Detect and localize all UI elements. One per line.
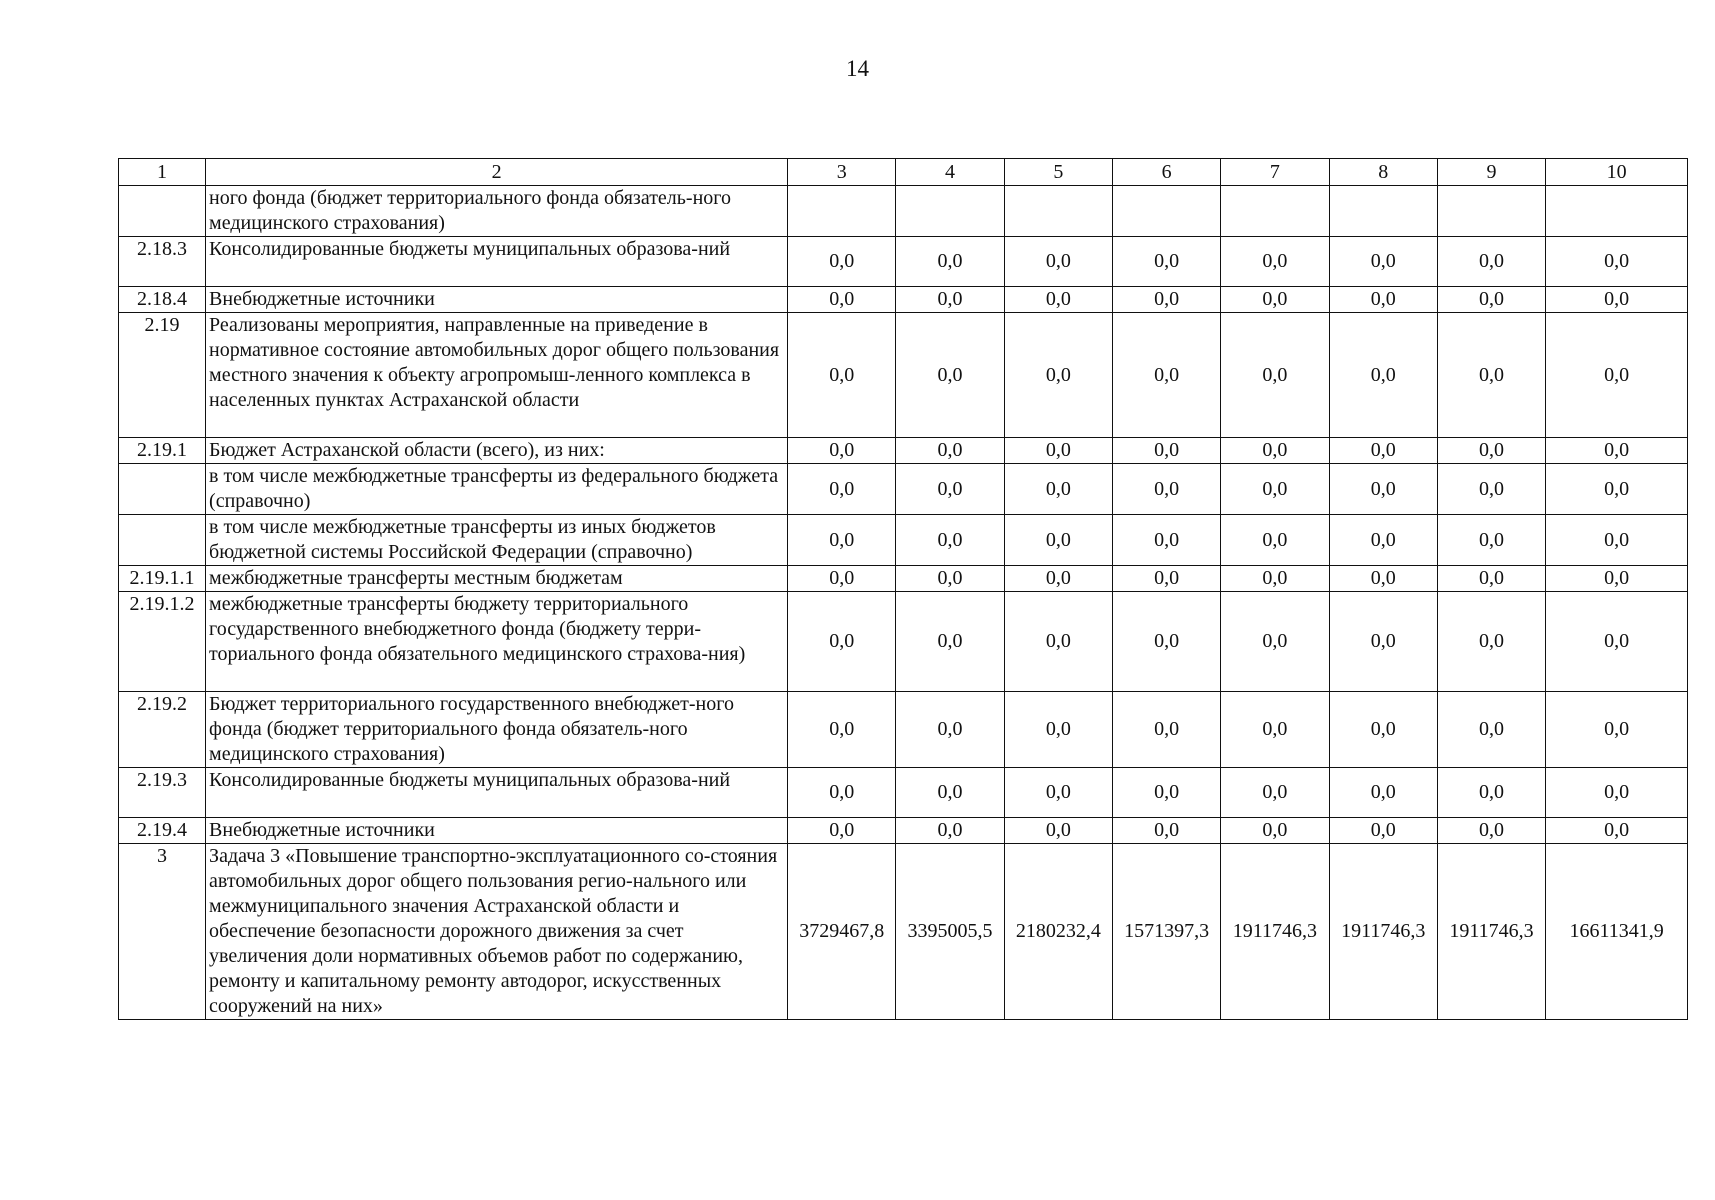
row-value: 0,0 <box>896 237 1004 287</box>
row-value: 0,0 <box>1437 768 1545 818</box>
row-value: 0,0 <box>1221 515 1329 566</box>
row-value: 0,0 <box>1437 237 1545 287</box>
row-description: Внебюджетные источники <box>206 818 788 844</box>
row-value: 0,0 <box>788 313 896 438</box>
row-value: 0,0 <box>896 768 1004 818</box>
row-total-value: 0,0 <box>1546 287 1688 313</box>
row-value: 0,0 <box>788 237 896 287</box>
table-row <box>119 692 1688 768</box>
table-body <box>119 186 1688 1020</box>
row-value: 0,0 <box>1004 464 1112 515</box>
row-value: 0,0 <box>1221 438 1329 464</box>
row-value: 0,0 <box>1437 438 1545 464</box>
row-value: 0,0 <box>896 438 1004 464</box>
row-value: 0,0 <box>1112 515 1220 566</box>
row-total-value <box>1546 186 1688 237</box>
row-code: 3 <box>119 844 206 1020</box>
page-number: 14 <box>846 56 869 81</box>
table-row <box>119 186 1688 237</box>
table-row <box>119 592 1688 692</box>
row-value: 0,0 <box>1004 237 1112 287</box>
row-description: ного фонда (бюджет территориального фонда обязатель-ного медицинского страхования) <box>206 186 788 237</box>
row-value: 3395005,5 <box>896 844 1004 1020</box>
row-value: 0,0 <box>896 287 1004 313</box>
row-code <box>119 515 206 566</box>
row-value: 0,0 <box>1329 313 1437 438</box>
row-description: Реализованы мероприятия, направленные на приведение в нормативное состояние автомобильных дорог общего пользования местного значения к объекту агропромыш-ленного комплекса в населенных пунктах Астраханской области <box>206 313 788 438</box>
row-value: 0,0 <box>896 464 1004 515</box>
row-description: Бюджет Астраханской области (всего), из них: <box>206 438 788 464</box>
row-code: 2.19.1 <box>119 438 206 464</box>
row-value: 2180232,4 <box>1004 844 1112 1020</box>
row-value: 0,0 <box>1437 313 1545 438</box>
table-row <box>119 313 1688 438</box>
row-value: 1911746,3 <box>1329 844 1437 1020</box>
row-code: 2.19.1.2 <box>119 592 206 692</box>
row-value: 0,0 <box>1004 438 1112 464</box>
row-value <box>1112 186 1220 237</box>
row-value: 0,0 <box>1329 692 1437 768</box>
row-value: 0,0 <box>1329 592 1437 692</box>
row-value: 0,0 <box>1437 464 1545 515</box>
column-header: 5 <box>1004 159 1112 186</box>
column-header: 7 <box>1221 159 1329 186</box>
row-value: 0,0 <box>788 768 896 818</box>
row-value: 0,0 <box>1221 692 1329 768</box>
row-value: 0,0 <box>1112 768 1220 818</box>
budget-table <box>118 158 1688 1020</box>
row-value: 0,0 <box>896 592 1004 692</box>
row-value: 0,0 <box>1004 692 1112 768</box>
row-code: 2.18.3 <box>119 237 206 287</box>
row-total-value: 0,0 <box>1546 464 1688 515</box>
row-value: 0,0 <box>1329 287 1437 313</box>
row-code: 2.19.2 <box>119 692 206 768</box>
row-total-value: 0,0 <box>1546 768 1688 818</box>
row-value: 0,0 <box>1221 313 1329 438</box>
column-header: 2 <box>206 159 788 186</box>
row-value: 0,0 <box>1437 566 1545 592</box>
row-value: 0,0 <box>1112 237 1220 287</box>
row-value: 0,0 <box>896 515 1004 566</box>
row-description: межбюджетные трансферты местным бюджетам <box>206 566 788 592</box>
row-value: 0,0 <box>1221 287 1329 313</box>
row-value: 0,0 <box>788 515 896 566</box>
row-description: Консолидированные бюджеты муниципальных образова-ний <box>206 237 788 287</box>
row-value: 0,0 <box>1004 515 1112 566</box>
row-total-value: 16611341,9 <box>1546 844 1688 1020</box>
row-value: 0,0 <box>788 287 896 313</box>
table-row <box>119 464 1688 515</box>
row-value: 0,0 <box>1112 313 1220 438</box>
row-value: 0,0 <box>1112 287 1220 313</box>
row-value: 1571397,3 <box>1112 844 1220 1020</box>
table-row <box>119 237 1688 287</box>
row-value: 0,0 <box>1004 818 1112 844</box>
row-value: 0,0 <box>896 313 1004 438</box>
table-row <box>119 287 1688 313</box>
row-value: 0,0 <box>1004 592 1112 692</box>
row-value: 0,0 <box>1437 592 1545 692</box>
row-value: 1911746,3 <box>1437 844 1545 1020</box>
row-value: 0,0 <box>1329 515 1437 566</box>
row-value <box>1329 186 1437 237</box>
row-value: 0,0 <box>1112 464 1220 515</box>
column-header: 1 <box>119 159 206 186</box>
row-value: 0,0 <box>1437 515 1545 566</box>
row-value: 0,0 <box>1329 768 1437 818</box>
row-value: 0,0 <box>1329 438 1437 464</box>
row-value: 0,0 <box>788 818 896 844</box>
row-value <box>1221 186 1329 237</box>
row-value: 0,0 <box>1004 313 1112 438</box>
table-row <box>119 768 1688 818</box>
row-code: 2.19.4 <box>119 818 206 844</box>
row-total-value: 0,0 <box>1546 237 1688 287</box>
row-code: 2.19.1.1 <box>119 566 206 592</box>
row-value: 0,0 <box>896 692 1004 768</box>
row-value: 0,0 <box>1221 464 1329 515</box>
row-value: 1911746,3 <box>1221 844 1329 1020</box>
row-code: 2.19 <box>119 313 206 438</box>
row-value: 0,0 <box>1221 768 1329 818</box>
row-value: 0,0 <box>1221 237 1329 287</box>
row-value <box>1004 186 1112 237</box>
column-header: 10 <box>1546 159 1688 186</box>
row-code: 2.18.4 <box>119 287 206 313</box>
column-header: 3 <box>788 159 896 186</box>
row-value: 0,0 <box>1004 566 1112 592</box>
row-value: 0,0 <box>896 818 1004 844</box>
row-value: 3729467,8 <box>788 844 896 1020</box>
row-value: 0,0 <box>1329 464 1437 515</box>
row-value: 0,0 <box>788 464 896 515</box>
row-total-value: 0,0 <box>1546 566 1688 592</box>
row-value <box>896 186 1004 237</box>
row-value <box>788 186 896 237</box>
row-value: 0,0 <box>1221 566 1329 592</box>
row-value: 0,0 <box>1437 692 1545 768</box>
row-value: 0,0 <box>896 566 1004 592</box>
row-value: 0,0 <box>1112 566 1220 592</box>
row-value: 0,0 <box>1112 692 1220 768</box>
row-total-value: 0,0 <box>1546 692 1688 768</box>
row-value: 0,0 <box>1221 818 1329 844</box>
row-description: Консолидированные бюджеты муниципальных образова-ний <box>206 768 788 818</box>
row-value: 0,0 <box>1437 818 1545 844</box>
row-value: 0,0 <box>788 438 896 464</box>
row-value: 0,0 <box>1112 818 1220 844</box>
row-value: 0,0 <box>1329 237 1437 287</box>
row-total-value: 0,0 <box>1546 592 1688 692</box>
row-value: 0,0 <box>1221 592 1329 692</box>
row-description: в том числе межбюджетные трансферты из федерального бюджета (справочно) <box>206 464 788 515</box>
row-description: Бюджет территориального государственного внебюджет-ного фонда (бюджет территориального фонда обязатель-ного медицинского страхования) <box>206 692 788 768</box>
table-row <box>119 438 1688 464</box>
row-value: 0,0 <box>788 592 896 692</box>
row-code <box>119 464 206 515</box>
row-value <box>1437 186 1545 237</box>
row-value: 0,0 <box>1437 287 1545 313</box>
table-header-row <box>119 159 1688 186</box>
row-value: 0,0 <box>1004 287 1112 313</box>
row-total-value: 0,0 <box>1546 818 1688 844</box>
row-description: Внебюджетные источники <box>206 287 788 313</box>
table-row <box>119 515 1688 566</box>
column-header: 8 <box>1329 159 1437 186</box>
column-header: 6 <box>1112 159 1220 186</box>
column-header: 9 <box>1437 159 1545 186</box>
row-total-value: 0,0 <box>1546 515 1688 566</box>
row-value: 0,0 <box>788 692 896 768</box>
row-code: 2.19.3 <box>119 768 206 818</box>
table-row <box>119 844 1688 1020</box>
row-value: 0,0 <box>1112 438 1220 464</box>
row-value: 0,0 <box>1329 818 1437 844</box>
row-value: 0,0 <box>1112 592 1220 692</box>
row-value: 0,0 <box>1004 768 1112 818</box>
row-total-value: 0,0 <box>1546 438 1688 464</box>
table-row <box>119 818 1688 844</box>
row-value: 0,0 <box>788 566 896 592</box>
column-header: 4 <box>896 159 1004 186</box>
row-description: в том числе межбюджетные трансферты из иных бюджетов бюджетной системы Российской Федерации (справочно) <box>206 515 788 566</box>
row-total-value: 0,0 <box>1546 313 1688 438</box>
row-description: Задача 3 «Повышение транспортно-эксплуатационного со-стояния автомобильных дорог общего пользования регио-нального или межмуниципального значения Астраханской области и обеспечение безопасности дорожного движения за счет увеличения доли нормативных объемов работ по содержанию, ремонту и капитальному ремонту автодорог, искусственных сооружений на них» <box>206 844 788 1020</box>
row-value: 0,0 <box>1329 566 1437 592</box>
row-code <box>119 186 206 237</box>
table-row <box>119 566 1688 592</box>
row-description: межбюджетные трансферты бюджету территориального государственного внебюджетного фонда (бюджету терри-ториального фонда обязательного медицинского страхова-ния) <box>206 592 788 692</box>
